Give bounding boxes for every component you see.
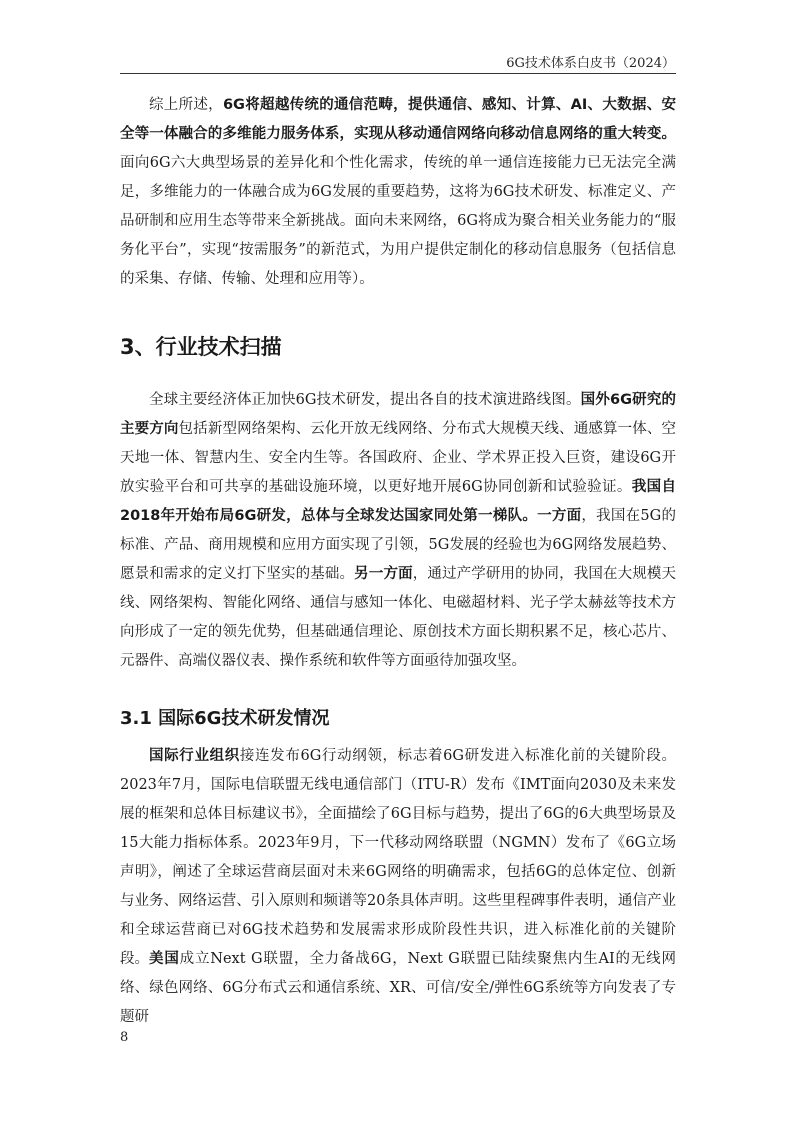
usa-bold: 美国 xyxy=(149,951,180,967)
international-orgs-text: 接连发布6G行动纲领，标志着6G研发进入标准化前的关键阶段。2023年7月，国际电信联盟无线电通信部门（ITU-R）发布《IMT面向2030及未来发展的框架和总体目标建议书》，全面描绘了6G目标与趋势，提出了6G的6大典型场景及15大能力指标体系。2023年9月，下一代移动网络联盟（NGMN）发布了《6G立场声明》，阐述了全球运营商层面对未来6G网络的明确需求，包括6G的总体定位、创新与业务、网络运营、引入原则和频谱等20条具体声明。这些里程碑事件表明，通信产业和全球运营商已对6G技术趋势和发展需求形成阶段性共识，进入标准化前的关键阶段。 xyxy=(120,748,676,967)
running-header: 6G技术体系白皮书（2024） xyxy=(506,56,675,71)
paragraph-summary-bold: 6G将超越传统的通信范畴，提供通信、感知、计算、AI、大数据、安全等一体融合的多维能力服务体系，实现从移动通信网络向移动信息网络的重大转变。 xyxy=(120,97,677,142)
header-rule xyxy=(120,73,676,74)
industry-scan-bold-china: 我国自2018年开始布局6G研发，总体与全球发达国家同处第一梯队。 xyxy=(120,479,676,524)
section-heading-3-1: 3.1 国际6G技术研发情况 xyxy=(120,708,330,729)
industry-scan-bold-on-other-hand: 另一方面 xyxy=(354,566,413,582)
international-orgs-bold: 国际行业组织 xyxy=(149,748,240,764)
industry-scan-bold-foreign: 国外6G研究的主要方向 xyxy=(120,392,676,437)
paragraph-usa xyxy=(120,945,676,1032)
industry-scan-on-one-hand-text: ，我国在5G的标准、产品、商用规模和应用方面实现了引领，5G发展的经验也为6G网络发展趋势、愿景和需求的定义打下坚实的基础。 xyxy=(120,508,676,582)
industry-scan-intro: 全球主要经济体正加快6G技术研发，提出各自的技术演进路线图。 xyxy=(149,392,581,408)
paragraph-international-orgs xyxy=(120,742,676,974)
paragraph-industry-scan xyxy=(120,386,676,676)
section-heading-3: 3、行业技术扫描 xyxy=(120,335,282,359)
industry-scan-bold-on-one-hand: 一方面 xyxy=(537,508,582,524)
usa-text: 成立Next G联盟，全力备战6G，Next G联盟已陆续聚焦内生AI的无线网络、绿色网络、6G分布式云和通信系统、XR、可信/安全/弹性6G系统等方向发表了专题研 xyxy=(120,951,677,1025)
page-number: 8 xyxy=(120,1030,129,1045)
paragraph-summary xyxy=(120,91,676,294)
paragraph-summary-lead: 综上所述， xyxy=(149,97,223,113)
industry-scan-foreign-text: 包括新型网络架构、云化开放无线网络、分布式大规模天线、通感算一体、空天地一体、智慧内生、安全内生等。各国政府、企业、学术界正投入巨资，建设6G开放实验平台和可共享的基础设施环境，以更好地开展6G协同创新和试验验证。 xyxy=(120,421,677,495)
paragraph-summary-rest: 面向6G六大典型场景的差异化和个性化需求，传统的单一通信连接能力已无法完全满足，多维能力的一体融合成为6G发展的重要趋势，这将为6G技术研发、标准定义、产品研制和应用生态等带来全新挑战。面向未来网络，6G将成为聚合相关业务能力的“服务化平台”，实现“按需服务”的新范式，为用户提供定制化的移动信息服务（包括信息的采集、存储、传输、处理和应用等）。 xyxy=(120,155,676,287)
industry-scan-on-other-hand-text: ，通过产学研用的协同，我国在大规模天线、网络架构、智能化网络、通信与感知一体化、电磁超材料、光子学太赫兹等技术方向形成了一定的领先优势，但基础通信理论、原创技术方面长期积累不足，核心芯片、元器件、高端仪器仪表、操作系统和软件等方面亟待加强攻坚。 xyxy=(120,566,677,669)
